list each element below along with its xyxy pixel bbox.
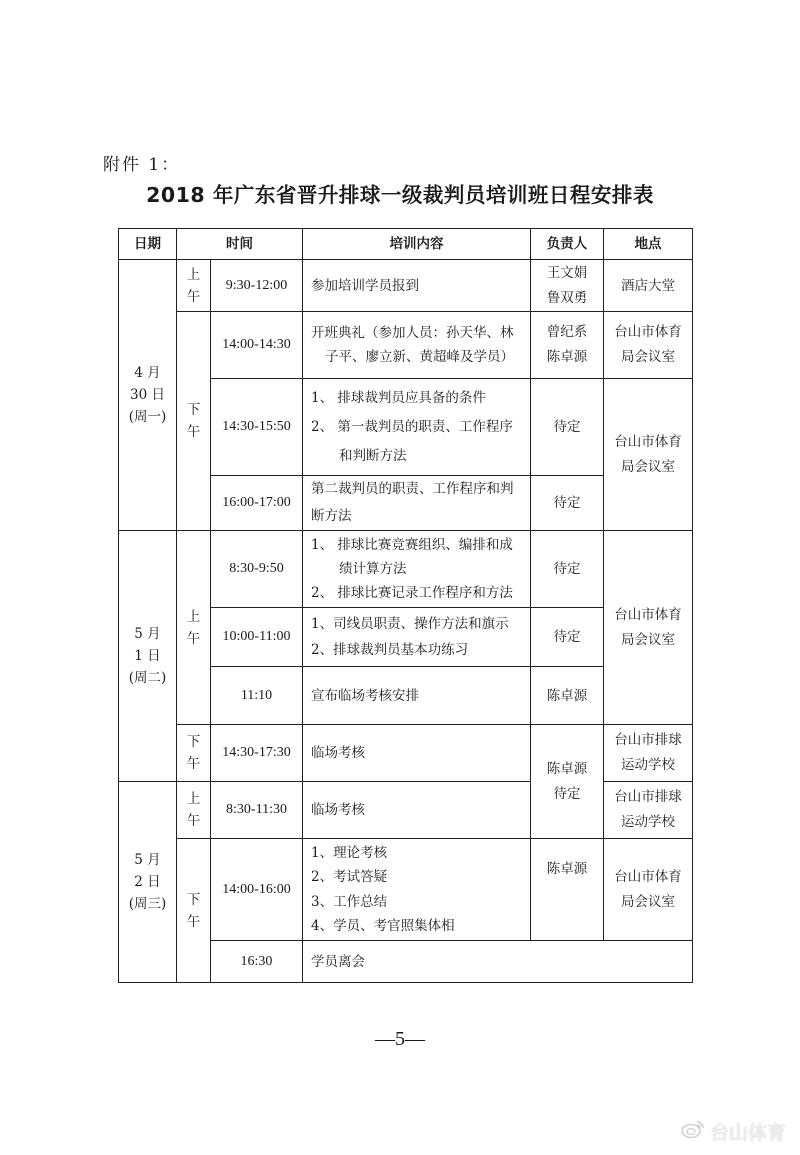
responsible-name: 曾纪系 xyxy=(546,324,588,340)
attachment-label: 附件 1： xyxy=(103,155,181,175)
half-am xyxy=(176,781,211,839)
half-char: 午 xyxy=(186,424,201,440)
date-may-2 xyxy=(118,781,177,983)
header-location: 地点 xyxy=(603,228,693,260)
half-char: 下 xyxy=(186,402,201,418)
date-weekday: (周三) xyxy=(128,896,167,912)
half-char: 午 xyxy=(186,630,201,647)
responsible-cell xyxy=(530,311,604,379)
content-cell xyxy=(302,259,531,312)
time-cell: 10:00-11:00 xyxy=(210,607,303,667)
content-line: 开班典礼（参加人员：孙天华、林 xyxy=(311,325,514,341)
header-time: 时间 xyxy=(176,228,303,260)
location-line: 台山市体育 xyxy=(614,868,682,885)
location-line: 台山市排球 xyxy=(614,732,682,748)
half-char: 午 xyxy=(186,913,201,930)
content-line: 参加培训学员报到 xyxy=(311,277,419,294)
content-cell xyxy=(302,530,531,608)
time-cell: 14:00-14:30 xyxy=(210,311,303,379)
content-cell xyxy=(302,838,531,941)
half-char: 午 xyxy=(186,288,201,305)
date-month: 5 月 xyxy=(134,852,161,868)
responsible-cell xyxy=(530,259,604,312)
location-cell xyxy=(603,311,693,379)
responsible-name: 陈卓源 xyxy=(546,760,588,777)
half-char: 上 xyxy=(186,791,201,807)
location-line: 局会议室 xyxy=(621,631,675,648)
location-cell xyxy=(603,781,693,839)
content-line: 1、司线员职责、操作方法和旗示 xyxy=(311,616,509,632)
header-date: 日期 xyxy=(118,228,177,260)
content-line: 1、 排球裁判员应具备的条件 xyxy=(311,389,486,406)
half-char: 下 xyxy=(186,734,201,750)
date-apr-30 xyxy=(118,259,177,531)
time-cell: 11:10 xyxy=(210,666,303,725)
location-line: 台山市排球 xyxy=(614,789,682,805)
location-cell: 酒店大堂 xyxy=(603,259,693,312)
location-line: 局会议室 xyxy=(621,458,675,475)
content-line: 4、学员、考官照集体相 xyxy=(311,918,455,934)
time-cell: 16:30 xyxy=(210,940,303,983)
half-pm xyxy=(176,838,211,983)
date-day: 1 日 xyxy=(134,648,161,664)
time-cell: 9:30-12:00 xyxy=(210,259,303,312)
content-line: 2、 第一裁判员的职责、工作程序 xyxy=(311,418,513,435)
time-cell: 14:30-15:50 xyxy=(210,378,303,476)
location-line: 台山市体育 xyxy=(614,606,682,623)
half-char: 午 xyxy=(186,756,201,772)
location-line: 运动学校 xyxy=(621,814,675,830)
half-am xyxy=(176,530,211,725)
content-line: 2、考试答疑 xyxy=(311,869,388,885)
half-am xyxy=(176,259,211,312)
time-cell: 8:30-9:50 xyxy=(210,530,303,608)
location-cell xyxy=(603,378,693,531)
watermark-text: 台山体育 xyxy=(710,1122,787,1144)
content-line: 宣布临场考核安排 xyxy=(311,687,419,704)
header-content: 培训内容 xyxy=(302,228,531,260)
responsible-cell: 待定 xyxy=(530,378,604,476)
watermark xyxy=(680,1118,786,1145)
location-cell xyxy=(603,838,693,941)
date-weekday: (周二) xyxy=(128,670,167,686)
content-line: 3、工作总结 xyxy=(311,893,388,910)
content-cell xyxy=(302,378,531,476)
header-responsible: 负责人 xyxy=(530,228,604,260)
location-line: 局会议室 xyxy=(621,893,675,910)
time-cell: 14:30-17:30 xyxy=(210,724,303,782)
content-line: 临场考核 xyxy=(311,802,365,818)
document-title: 2018 年广东省晋升排球一级裁判员培训班日程安排表 xyxy=(146,183,654,207)
content-cell xyxy=(302,311,531,379)
page-number: —5— xyxy=(375,1028,425,1050)
weibo-logo-icon xyxy=(680,1119,706,1144)
content-line: 绩计算方法 xyxy=(339,561,407,577)
half-char: 上 xyxy=(186,608,201,625)
content-cell xyxy=(302,475,531,531)
date-weekday: (周一) xyxy=(128,409,167,425)
content-line: 1、理论考核 xyxy=(311,844,388,861)
responsible-name: 王文娟 xyxy=(546,264,588,281)
date-may-1 xyxy=(118,530,177,782)
content-cell xyxy=(302,607,531,667)
content-line: 子平、廖立新、黄超峰及学员） xyxy=(325,349,514,365)
content-cell xyxy=(302,724,531,782)
content-line: 1、 排球比赛竞赛组织、编排和成 xyxy=(311,537,513,553)
date-day: 30 日 xyxy=(130,387,165,403)
half-pm xyxy=(176,311,211,531)
location-line: 台山市体育 xyxy=(614,324,682,340)
content-line: 和判断方法 xyxy=(339,447,407,464)
location-cell xyxy=(603,724,693,782)
date-day: 2 日 xyxy=(134,874,161,890)
content-line: 断方法 xyxy=(311,508,352,524)
time-cell: 14:00-16:00 xyxy=(210,838,303,941)
responsible-name: 待定 xyxy=(553,785,581,802)
responsible-cell: 待定 xyxy=(530,607,604,667)
responsible-name: 鲁双勇 xyxy=(546,289,588,306)
time-cell: 8:30-11:30 xyxy=(210,781,303,839)
content-line: 第二裁判员的职责、工作程序和判 xyxy=(311,481,514,497)
content-cell xyxy=(302,666,531,725)
half-char: 午 xyxy=(186,813,201,829)
date-month: 5 月 xyxy=(134,626,161,642)
schedule-table xyxy=(118,228,693,983)
date-month: 4 月 xyxy=(134,365,161,381)
location-line: 局会议室 xyxy=(621,349,675,365)
content-line: 临场考核 xyxy=(311,745,365,761)
half-char: 下 xyxy=(186,891,201,908)
content-line: 2、 排球比赛记录工作程序和方法 xyxy=(311,585,513,601)
half-char: 上 xyxy=(186,266,201,283)
responsible-cell-exam xyxy=(530,724,604,839)
content-line: 学员离会 xyxy=(311,953,365,970)
content-cell-departure xyxy=(302,940,693,983)
time-cell: 16:00-17:00 xyxy=(210,475,303,531)
responsible-cell: 陈卓源 xyxy=(530,666,604,725)
responsible-name: 陈卓源 xyxy=(546,349,588,365)
responsible-cell: 陈卓源 xyxy=(530,838,604,941)
responsible-cell: 待定 xyxy=(530,475,604,531)
location-line: 台山市体育 xyxy=(614,433,682,450)
content-line: 2、排球裁判员基本功练习 xyxy=(311,642,469,658)
half-pm xyxy=(176,724,211,782)
responsible-cell: 待定 xyxy=(530,530,604,608)
location-line: 运动学校 xyxy=(621,757,675,773)
location-cell xyxy=(603,530,693,725)
content-cell xyxy=(302,781,531,839)
